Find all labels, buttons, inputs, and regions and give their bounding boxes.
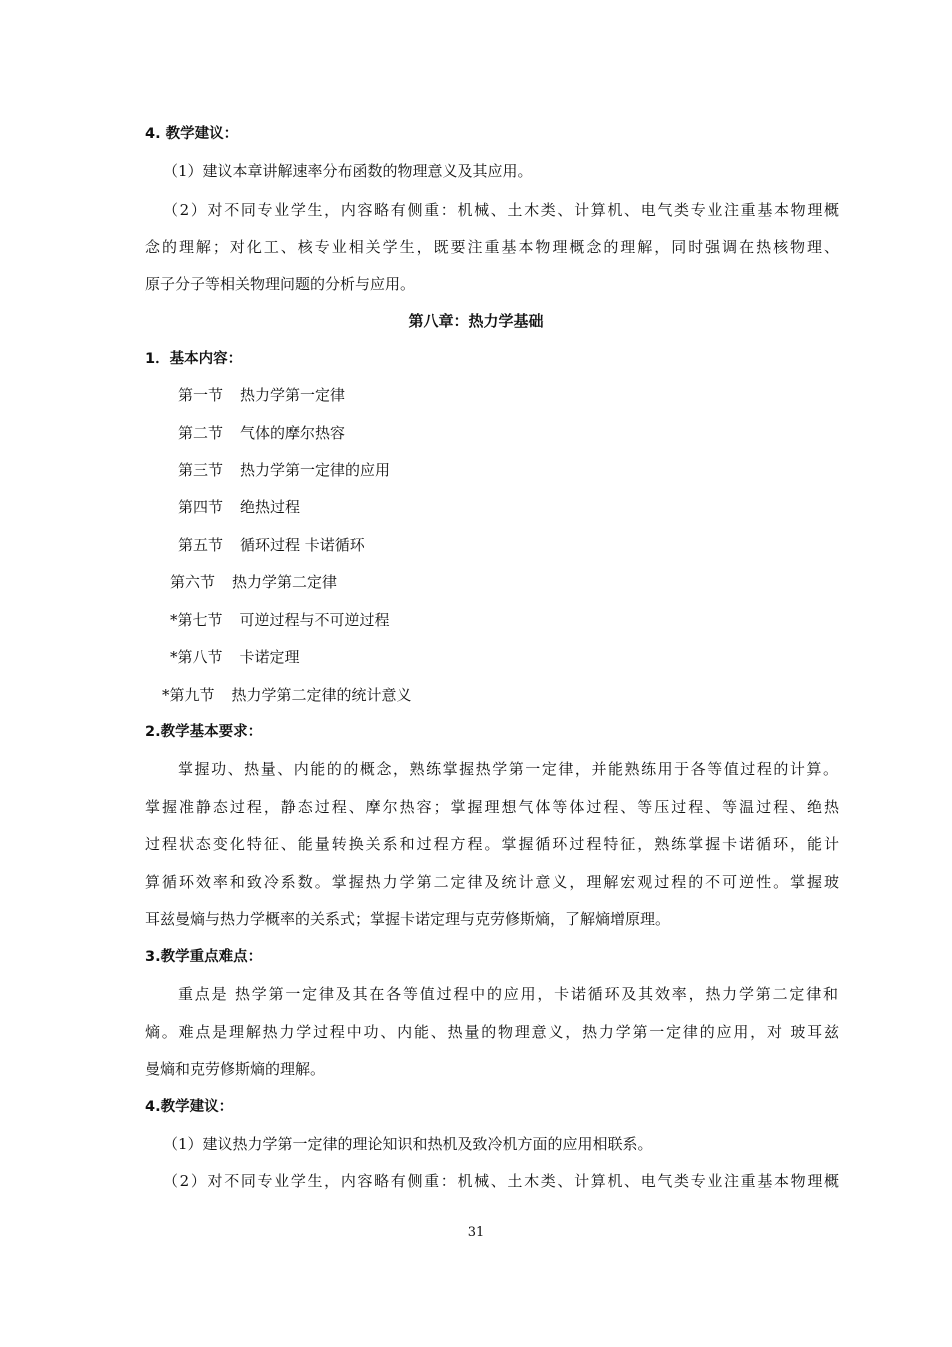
- section-number: 第五节: [178, 536, 224, 554]
- chapter-title: 第八章：热力学基础: [408, 312, 544, 330]
- key-points-line-3: 曼熵和克劳修斯熵的理解。: [145, 1060, 326, 1078]
- section-number: *第九节: [162, 686, 215, 704]
- section-item-4: [178, 497, 300, 517]
- section-item-9: [162, 685, 412, 705]
- section-number: 第一节: [178, 386, 224, 404]
- requirements-line-2: 掌握准静态过程，静态过程、摩尔热容；掌握理想气体等体过程、等压过程、等温过程、绝热: [145, 798, 839, 816]
- prev-advice-item-2-end: 原子分子等相关物理问题的分析与应用。: [145, 275, 416, 293]
- key-points-line-1: 重点是 热学第一定律及其在各等值过程中的应用，卡诺循环及其效率，热力学第二定律和: [178, 985, 838, 1003]
- section-title: 绝热过程: [240, 498, 301, 516]
- advice-line-2: （2）对不同专业学生，内容略有侧重：机械、土木类、计算机、电气类专业注重基本物理概: [163, 1172, 839, 1190]
- section-item-1: [178, 385, 345, 405]
- section-title: 气体的摩尔热容: [240, 424, 346, 442]
- section-number: 第四节: [178, 498, 224, 516]
- section-item-3: [178, 460, 390, 480]
- advice-heading: 4.教学建议：: [145, 1099, 234, 1115]
- page-number: 31: [467, 1225, 485, 1240]
- section-item-6: [170, 572, 337, 592]
- prev-advice-item-2: （2）对不同专业学生，内容略有侧重：机械、土木类、计算机、电气类专业注重基本物理概: [163, 201, 839, 219]
- section-title: 热力学第一定律的应用: [240, 461, 391, 479]
- section-number: *第七节: [170, 611, 223, 629]
- section-item-5: [178, 535, 365, 555]
- requirements-line-5: 耳兹曼熵与热力学概率的关系式；掌握卡诺定理与克劳修斯熵，了解熵增原理。: [145, 910, 671, 928]
- requirements-line-3: 过程状态变化特征、能量转换关系和过程方程。掌握循环过程特征，熟练掌握卡诺循环，能计: [145, 835, 839, 853]
- section-title: 热力学第一定律: [240, 386, 346, 404]
- section-number: 第二节: [178, 424, 224, 442]
- requirements-line-4: 算循环效率和致冷系数。掌握热力学第二定律及统计意义，理解宏观过程的不可逆性。掌握玻: [145, 873, 839, 891]
- requirements-heading: 2.教学基本要求：: [145, 724, 263, 740]
- section-title: 循环过程 卡诺循环: [240, 536, 365, 554]
- advice-line-1: （1）建议热力学第一定律的理论知识和热机及致冷机方面的应用相联系。: [163, 1135, 653, 1153]
- content-heading: 1．基本内容：: [145, 351, 243, 367]
- key-points-heading: 3.教学重点难点：: [145, 949, 263, 965]
- section-number: *第八节: [170, 648, 223, 666]
- section-title: 热力学第二定律: [232, 573, 338, 591]
- section-number: 第六节: [170, 573, 216, 591]
- section-number: 第三节: [178, 461, 224, 479]
- section-item-7: [170, 610, 390, 630]
- section-title: 热力学第二定律的统计意义: [231, 686, 412, 704]
- key-points-line-2: 熵。难点是理解热力学过程中功、内能、热量的物理意义，热力学第一定律的应用，对 玻耳兹: [145, 1023, 839, 1041]
- prev-advice-item-2-cont: 念的理解；对化工、核专业相关学生，既要注重基本物理概念的理解，同时强调在热核物理、: [145, 238, 839, 256]
- requirements-line-1: 掌握功、热量、内能的的概念，熟练掌握热学第一定律，并能熟练用于各等值过程的计算。: [178, 760, 838, 778]
- section-item-2: [178, 423, 345, 443]
- section-title: 可逆过程与不可逆过程: [239, 611, 390, 629]
- prev-advice-heading: 4. 教学建议：: [145, 126, 239, 142]
- section-item-8: [170, 647, 300, 667]
- section-title: 卡诺定理: [239, 648, 300, 666]
- prev-advice-item-1: （1）建议本章讲解速率分布函数的物理意义及其应用。: [163, 162, 533, 180]
